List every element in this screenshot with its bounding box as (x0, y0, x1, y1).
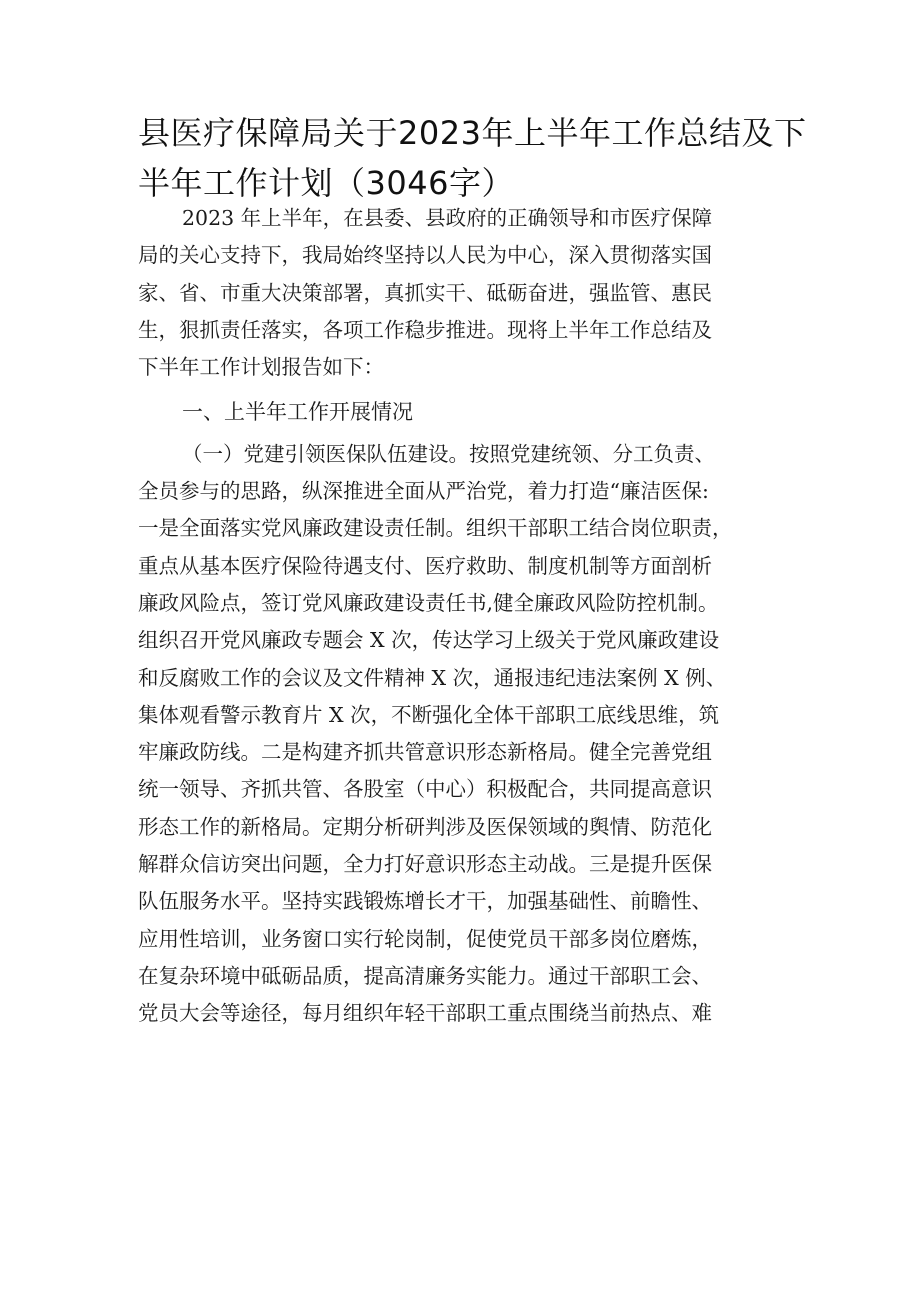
section-line: 和反腐败工作的会议及文件精神 X 次，通报违纪违法案例 X 例、 (138, 665, 727, 690)
section-line: 组织召开党风廉政专题会 X 次，传达学习上级关于党风廉政建设 (138, 628, 720, 653)
intro-line: 生，狠抓责任落实，各项工作稳步推进。现将上半年工作总结及 (138, 317, 712, 342)
section-line: 应用性培训，业务窗口实行轮岗制，促使党员干部多岗位磨炼， (138, 926, 712, 951)
intro-line: 局的关心支持下，我局始终坚持以人民为中心，深入贯彻落实国 (138, 243, 712, 268)
section-line: 党员大会等途径，每月组织年轻干部职工重点围绕当前热点、难 (138, 1001, 712, 1026)
section-line: 重点从基本医疗保险待遇支付、医疗救助、制度机制等方面剖析 (138, 553, 712, 578)
intro-line: 2023 年上半年，在县委、县政府的正确领导和市医疗保障 (182, 206, 713, 230)
section-line: 廉政风险点，签订党风廉政建设责任书,健全廉政风险防控机制。 (138, 590, 719, 615)
title-line-2: 半年工作计划（3046字） (138, 164, 514, 202)
section-line: 形态工作的新格局。定期分析研判涉及医保领域的舆情、防范化 (138, 814, 712, 839)
section-line: 全员参与的思路，纵深推进全面从严治党，着力打造“廉洁医保: (138, 479, 709, 504)
section-line: 解群众信访突出问题，全力打好意识形态主动战。三是提升医保 (138, 852, 712, 877)
section-heading: 一、上半年工作开展情况 (182, 400, 413, 425)
intro-line: 下半年工作计划报告如下： (138, 355, 384, 380)
section-line: 在复杂环境中砥砺品质，提高清廉务实能力。通过干部职工会、 (138, 963, 712, 988)
section-line: 队伍服务水平。坚持实践锻炼增长才干，加强基础性、前瞻性、 (138, 889, 712, 914)
section-line: 一是全面落实党风廉政建设责任制。组织干部职工结合岗位职责， (138, 516, 733, 541)
title-line-1: 县医疗保障局关于2023年上半年工作总结及下 (138, 114, 807, 152)
section-line: 牢廉政防线。二是构建齐抓共管意识形态新格局。健全完善党组 (138, 740, 712, 765)
section-line: （一）党建引领医保队伍建设。按照党建统领、分工负责、 (182, 441, 715, 466)
section-line: 统一领导、齐抓共管、各股室（中心）积极配合，共同提高意识 (138, 777, 712, 802)
document-body (138, 200, 798, 1033)
section-line: 集体观看警示教育片 X 次，不断强化全体干部职工底线思维，筑 (138, 702, 720, 727)
intro-line: 家、省、市重大决策部署，真抓实干、砥砺奋进，强监管、惠民 (138, 280, 712, 305)
document-title (138, 108, 807, 208)
